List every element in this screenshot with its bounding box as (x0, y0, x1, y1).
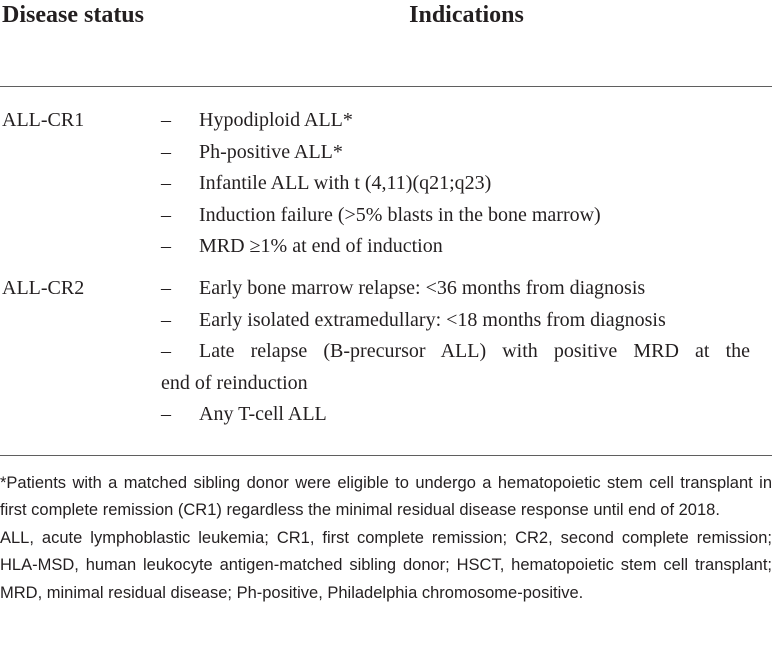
indication-text: Induction failure (>5% blasts in the bone marrow) (199, 203, 601, 226)
indication-text: Late relapse (B-precursor ALL) with positive MRD at the (199, 340, 750, 363)
indication-item (161, 273, 750, 305)
dash-bullet: – (161, 403, 171, 426)
dash-bullet: – (161, 276, 171, 299)
dash-bullet: – (161, 235, 171, 258)
footnote-abbreviations: ALL, acute lymphoblastic leukemia; CR1, first complete remission; CR2, second complete remission; HLA-MSD, human leukocyte antigen-matched sibling donor; HSCT, hematopoietic stem cell transplant; MRD, minimal residual disease; Ph-positive, Philadelphia chromosome-positive. (0, 528, 772, 602)
footnote-asterisk: *Patients with a matched sibling donor were eligible to undergo a hematopoietic stem cell transplant in first complete remission (CR1) regardless the minimal residual disease response until end of 2018. (0, 473, 772, 520)
table-row (0, 105, 772, 263)
indications-list (161, 105, 750, 263)
disease-status: ALL-CR1 (2, 109, 85, 131)
disease-status: ALL-CR2 (2, 276, 85, 299)
table-row (0, 273, 772, 431)
dash-bullet: – (161, 109, 171, 131)
dash-bullet: – (161, 308, 171, 331)
dash-bullet: – (161, 203, 171, 226)
header-indications: Indications (409, 2, 524, 28)
indication-item (161, 399, 750, 431)
dash-bullet: – (161, 340, 171, 363)
indication-text: Hypodiploid ALL* (199, 109, 353, 131)
indication-text: Any T-cell ALL (199, 403, 327, 426)
indication-item (161, 200, 750, 232)
indication-text: Early isolated extramedullary: <18 months from diagnosis (199, 308, 666, 331)
indications-list (161, 273, 750, 431)
indication-text: Early bone marrow relapse: <36 months from diagnosis (199, 276, 646, 299)
header-disease-status: Disease status (2, 2, 144, 28)
indication-item (161, 336, 750, 368)
indication-text: MRD ≥1% at end of induction (199, 235, 443, 258)
indication-continuation: end of reinduction (161, 371, 308, 394)
indication-item (161, 231, 750, 263)
table-header (0, 0, 772, 87)
indication-item (161, 168, 750, 200)
dash-bullet: – (161, 172, 171, 195)
dash-bullet: – (161, 140, 171, 163)
indication-item (161, 105, 750, 137)
indication-item (161, 305, 750, 337)
table-footnotes (0, 456, 772, 608)
indication-text: Infantile ALL with t (4,11)(q21;q23) (199, 172, 492, 195)
indication-item (161, 137, 750, 169)
indication-text: Ph-positive ALL* (199, 140, 343, 163)
table-body (0, 87, 772, 456)
